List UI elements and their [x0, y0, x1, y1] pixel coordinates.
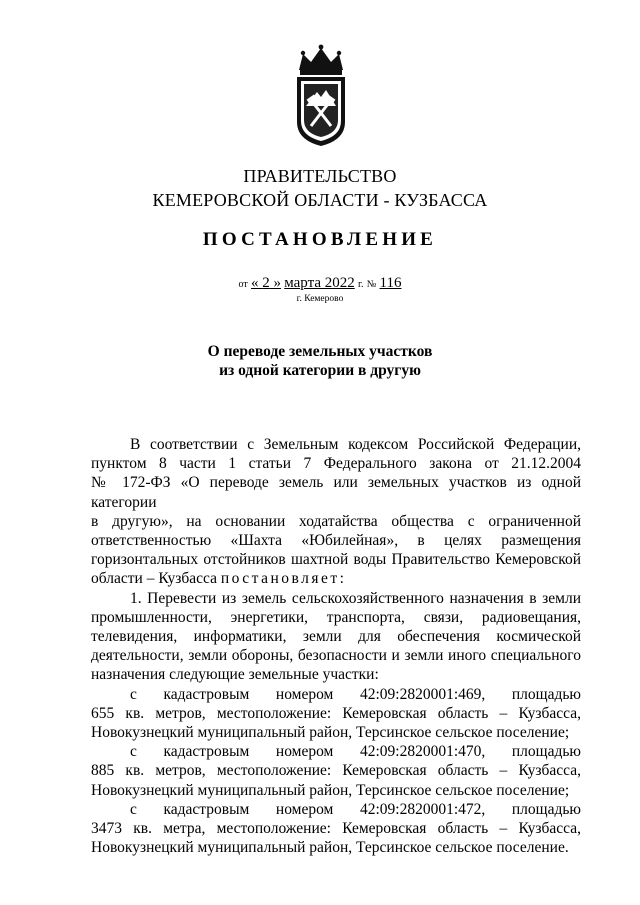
plot-line: Новокузнецкий муниципальный район, Терсинское сельское поселение; [91, 781, 570, 799]
org-name-line1: ПРАВИТЕЛЬСТВО [243, 166, 397, 186]
body-line: области – Кузбасса постановляет: [91, 570, 347, 588]
plot-line: 3473 кв. метра, местоположение: Кемеровская область – Кузбасса, [91, 820, 581, 838]
plot-line: с кадастровым номером 42:09:2820001:472, площадью [130, 800, 581, 818]
city-name: г. Кемерово [296, 294, 344, 304]
plot-line: 885 кв. метров, местоположение: Кемеровская область – Кузбасса, [91, 762, 581, 780]
number-sign: № [366, 279, 377, 290]
subject-line1: О переводе земельных участков [207, 343, 433, 360]
body-line: 1. Перевести из земель сельскохозяйственного назначения в земли [130, 589, 581, 607]
plot-line: с кадастровым номером 42:09:2820001:469, площадью [130, 685, 581, 703]
date-number-line [0, 275, 640, 292]
document-subject [0, 342, 640, 380]
plot-line: 655 кв. метров, местоположение: Кемеровская область – Кузбасса, [91, 704, 581, 722]
body-line: В соответствии с Земельным кодексом Российской Федерации, [130, 436, 581, 453]
body-line: ответственностью «Шахта «Юбилейная», в целях размещения [91, 532, 581, 550]
document-type: ПОСТАНОВЛЕНИЕ [202, 229, 438, 250]
plot-line: Новокузнецкий муниципальный район, Терсинское сельское поселение; [91, 724, 570, 742]
body-line: деятельности, земли обороны, безопасности и земли иного специального [91, 647, 581, 665]
resolves-word: постановляет: [220, 570, 347, 588]
org-name-line2: КЕМЕРОВСКОЙ ОБЛАСТИ - КУЗБАССА [152, 190, 488, 210]
date-day: « 2 » [251, 275, 281, 291]
body-line: назначения следующие земельные участки: [91, 666, 379, 684]
document-body [91, 435, 581, 857]
year-suffix: г. [358, 279, 364, 290]
plot-line: с кадастровым номером 42:09:2820001:470, площадью [130, 743, 581, 761]
date-month-year: марта 2022 [284, 275, 355, 291]
date-prefix: от [238, 279, 248, 290]
body-line: горизонтальных отстойников шахтной воды Правительство Кемеровской [91, 551, 581, 569]
subject-line2: из одной категории в другую [219, 362, 421, 379]
document-number: 116 [379, 275, 402, 291]
body-line: № 172-ФЗ «О переводе земель или земельных участков из одной категории [91, 474, 581, 511]
body-line: пунктом 8 части 1 статьи 7 Федерального закона от 21.12.2004 [91, 455, 581, 473]
body-line: в другую», на основании ходатайства общества с ограниченной [91, 512, 581, 530]
body-line: промышленности, энергетики, транспорта, связи, радиовещания, [91, 608, 581, 626]
coat-of-arms-emblem [293, 44, 349, 148]
plot-line: Новокузнецкий муниципальный район, Терсинское сельское поселение. [91, 839, 569, 857]
body-line: телевидения, информатики, земли для обеспечения космической [91, 628, 581, 646]
